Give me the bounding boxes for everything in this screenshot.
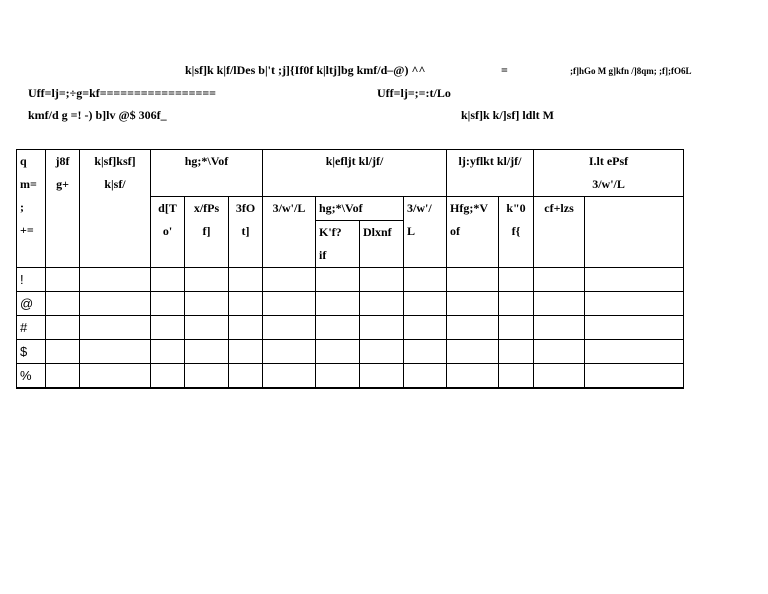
vdc-level-line: Uff=lj=;=:t/Lo [377, 86, 451, 100]
form-title: k|sf]k k|f/lDes b|'t ;j]{If0f k|ltj]bg kmf/d–@) ^^ [185, 63, 426, 77]
table-cell[interactable] [229, 364, 263, 389]
table-cell[interactable] [229, 292, 263, 316]
table-cell[interactable] [263, 316, 316, 340]
table-cell[interactable] [229, 316, 263, 340]
deaths-header: d[T o' [151, 197, 185, 268]
table-cell[interactable] [80, 340, 151, 364]
table-cell[interactable] [534, 364, 585, 389]
displaced-family-header: lj:yflkt kl/jf/ [447, 150, 534, 197]
row-label: ! [17, 268, 46, 292]
table-cell[interactable] [46, 268, 80, 292]
table-cell[interactable] [534, 316, 585, 340]
table-cell[interactable] [360, 292, 404, 316]
table-cell[interactable] [151, 292, 185, 316]
displaced-population-header: Hfg;*V of [447, 197, 499, 268]
table-cell[interactable] [316, 340, 360, 364]
row-label: % [17, 364, 46, 389]
table-cell[interactable] [404, 316, 447, 340]
table-cell[interactable] [499, 364, 534, 389]
table-cell[interactable] [447, 340, 499, 364]
partially-damaged-header: cf+lzs [534, 197, 585, 268]
table-cell[interactable] [46, 292, 80, 316]
title-separator: = [501, 63, 508, 77]
affected-family-header: k|efljt kl/jf/ [263, 150, 447, 197]
table-cell[interactable] [360, 316, 404, 340]
assessment-table [16, 149, 684, 389]
table-cell[interactable] [263, 268, 316, 292]
table-cell[interactable] [46, 364, 80, 389]
table-cell[interactable] [185, 316, 229, 340]
table-cell[interactable] [263, 340, 316, 364]
table-cell[interactable] [585, 292, 684, 316]
table-cell[interactable] [447, 292, 499, 316]
table-cell[interactable] [80, 268, 151, 292]
table-cell[interactable] [185, 292, 229, 316]
table-cell[interactable] [585, 316, 684, 340]
table-cell[interactable] [585, 340, 684, 364]
table-cell[interactable] [80, 316, 151, 340]
table-cell[interactable] [263, 292, 316, 316]
table-cell[interactable] [316, 292, 360, 316]
table-cell[interactable] [360, 340, 404, 364]
table-cell[interactable] [534, 340, 585, 364]
table-cell[interactable] [316, 316, 360, 340]
table-cell[interactable] [499, 292, 534, 316]
table-cell[interactable] [499, 340, 534, 364]
table-cell[interactable] [316, 364, 360, 389]
row-label: # [17, 316, 46, 340]
table-cell[interactable] [585, 364, 684, 389]
table-cell[interactable] [185, 268, 229, 292]
table-cell[interactable] [316, 268, 360, 292]
missing-header: x/fPs f] [185, 197, 229, 268]
damaged-houses-header: I.lt ePsf 3/w'/L [534, 150, 684, 197]
table-cell[interactable] [151, 340, 185, 364]
table-cell[interactable] [499, 316, 534, 340]
table-cell[interactable] [404, 292, 447, 316]
vdc-municipality-line: Uff=lj=;÷g=kf================= [28, 86, 216, 100]
disaster-date-line: k|sf]k k/]sf] ldlt M [461, 108, 554, 122]
table-cell[interactable] [80, 364, 151, 389]
ward-number-header: j8f g+ [46, 150, 80, 268]
table-cell[interactable] [46, 316, 80, 340]
serial-number-header: q m= ; += [17, 150, 46, 268]
displaced-households-header: 3/w'/ L [404, 197, 447, 268]
table-cell[interactable] [534, 268, 585, 292]
female-header: Dlxnf [360, 221, 404, 268]
table-cell[interactable] [404, 268, 447, 292]
table-cell[interactable] [46, 340, 80, 364]
project-note: ;f]hGo M g]kfn /]8qm; ;f];fO6L [570, 66, 692, 76]
fully-damaged-header: k"0 f{ [499, 197, 534, 268]
table-cell[interactable] [585, 268, 684, 292]
table-cell[interactable] [404, 364, 447, 389]
table-cell[interactable] [534, 292, 585, 316]
table-cell[interactable] [447, 268, 499, 292]
row-label: $ [17, 340, 46, 364]
table-cell[interactable] [447, 364, 499, 389]
table-cell[interactable] [360, 364, 404, 389]
table-cell[interactable] [360, 268, 404, 292]
table-cell[interactable] [229, 340, 263, 364]
male-header: K'f? if [316, 221, 360, 268]
table-cell[interactable] [404, 340, 447, 364]
table-cell[interactable] [151, 268, 185, 292]
table-cell[interactable] [447, 316, 499, 340]
table-cell[interactable] [80, 292, 151, 316]
form-number-line: kmf/d g =! -) b]lv @$ 306f_ [28, 108, 167, 122]
table-cell[interactable] [263, 364, 316, 389]
injured-header: 3fO t] [229, 197, 263, 268]
table-cell[interactable] [499, 268, 534, 292]
table-cell[interactable] [151, 364, 185, 389]
households-header: 3/w'/L [263, 197, 316, 268]
disaster-type-header: k|sf]ksf] k|sf/ [80, 150, 151, 268]
row-label: @ [17, 292, 46, 316]
population-subgroup-header: hg;*\Vof [316, 197, 404, 221]
table-cell[interactable] [185, 340, 229, 364]
affected-population-header: hg;*\Vof [151, 150, 263, 197]
table-cell[interactable] [151, 316, 185, 340]
table-cell[interactable] [229, 268, 263, 292]
table-cell[interactable] [185, 364, 229, 389]
